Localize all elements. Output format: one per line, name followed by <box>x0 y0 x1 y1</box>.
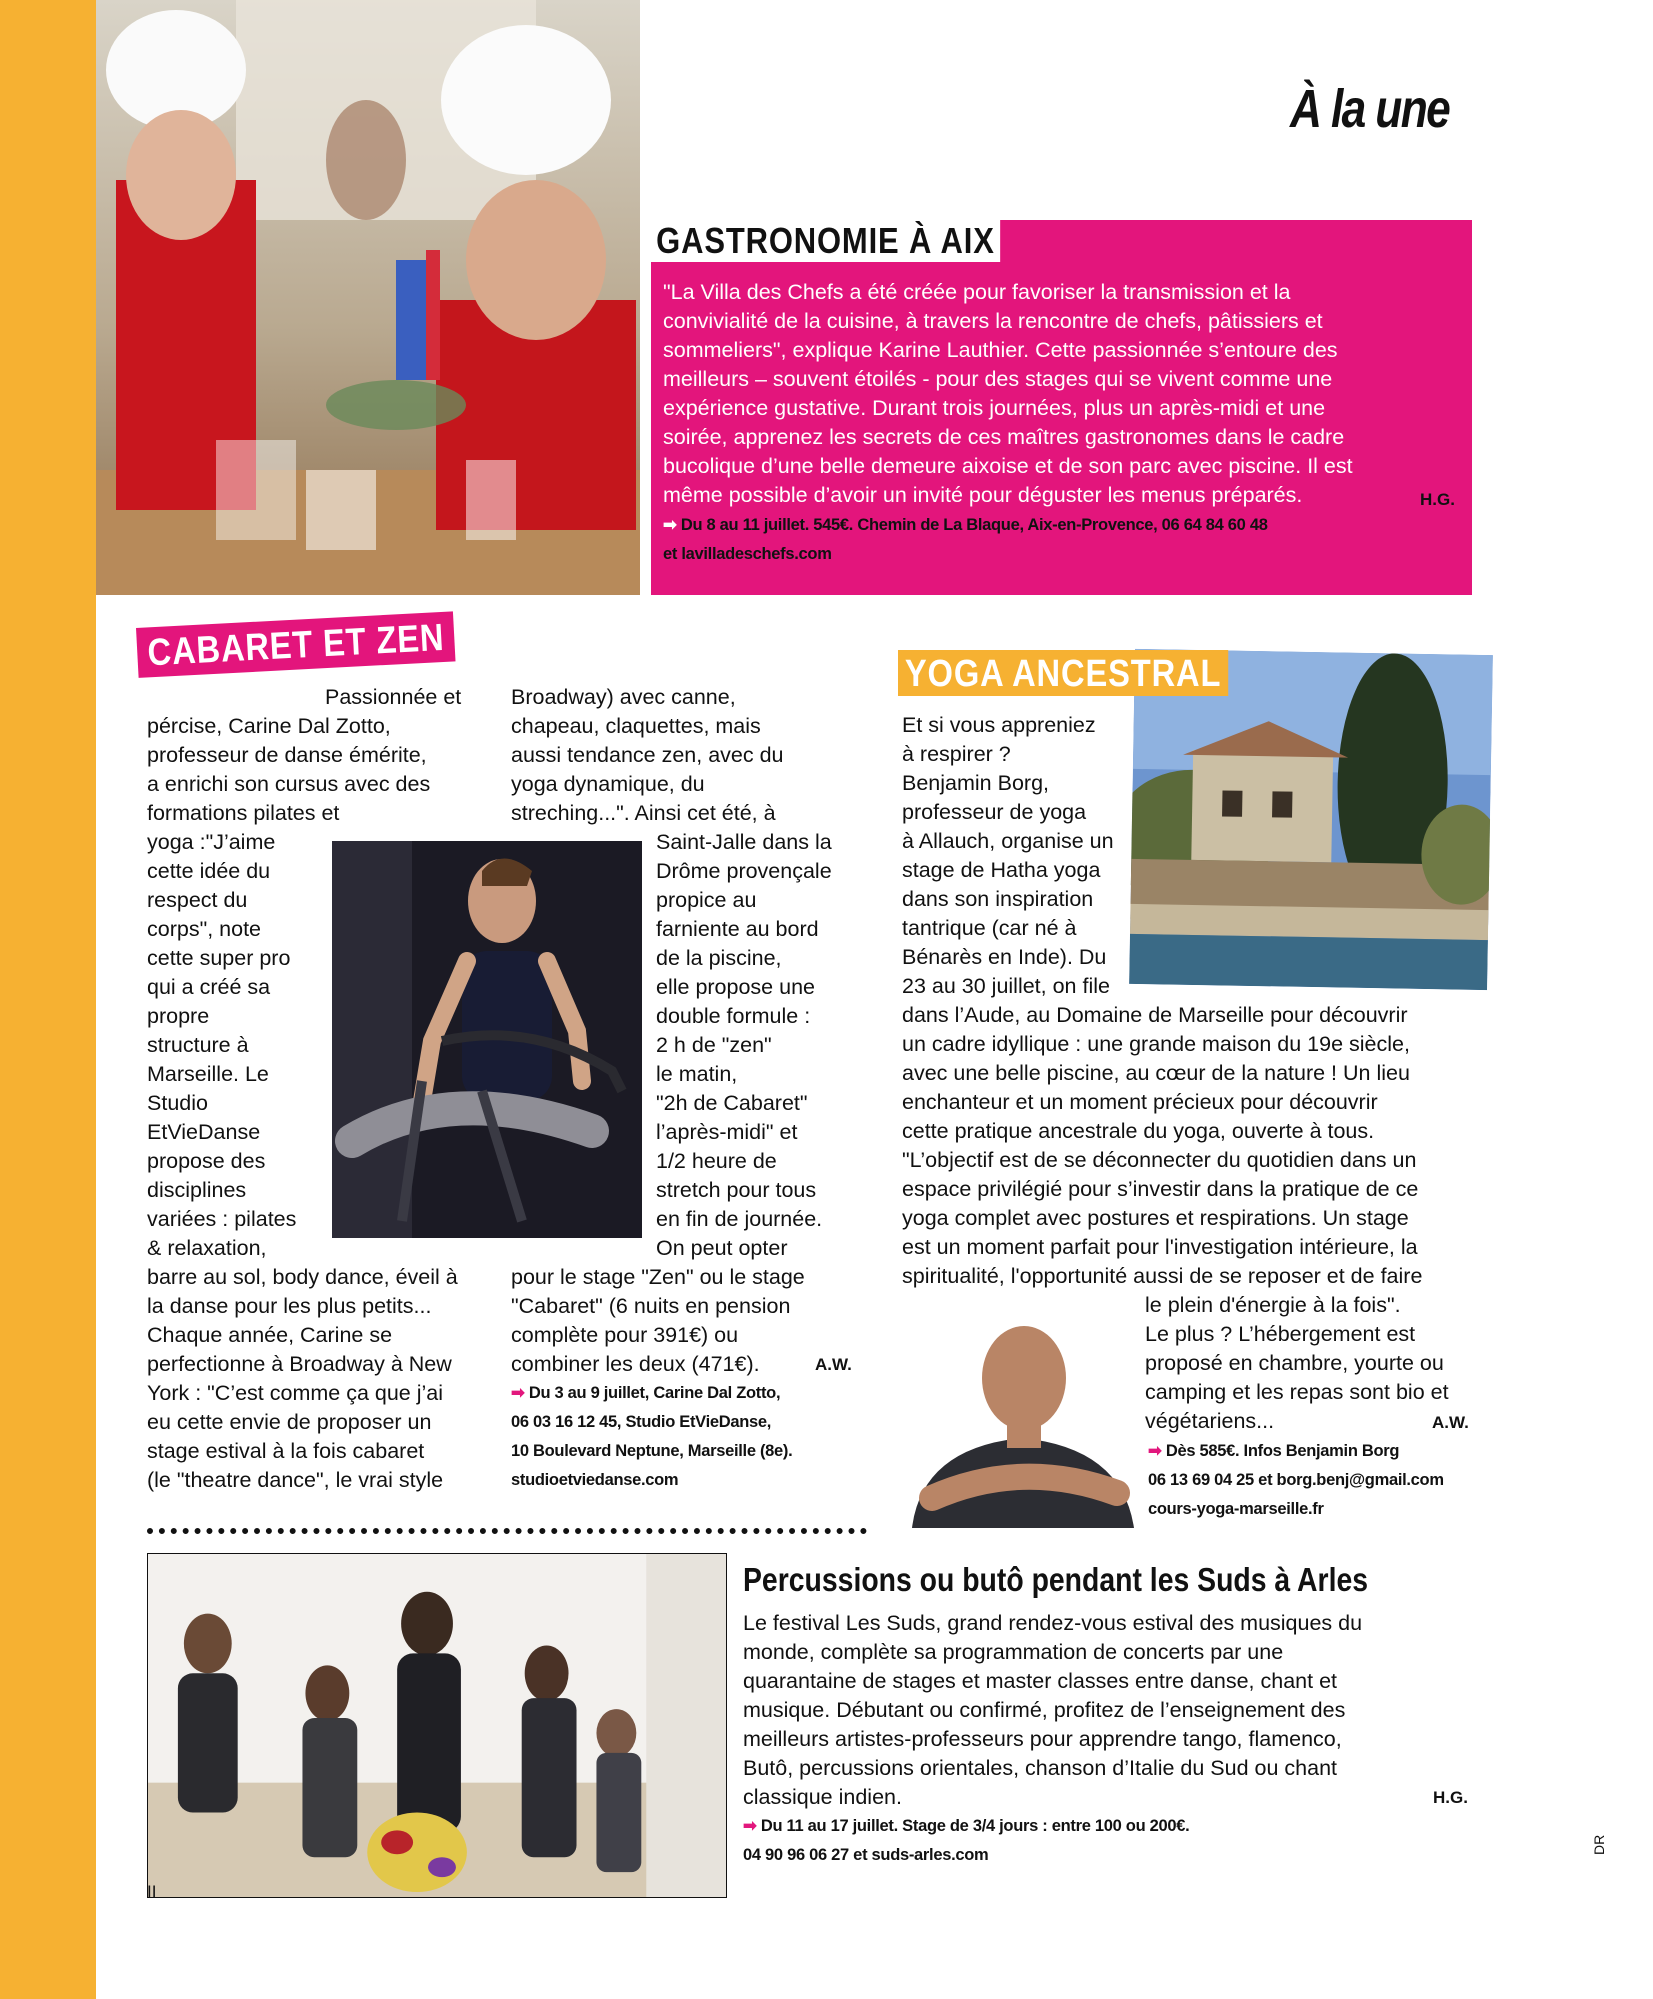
cabaret-line: cette idée du <box>147 859 271 883</box>
suds-line: Butô, percussions orientales, chanson d’Italie du Sud ou chant <box>743 1756 1338 1780</box>
cabaret-line: cette super pro <box>147 946 291 970</box>
cabaret-info-line: 10 Boulevard Neptune, Marseille (8e). <box>511 1442 793 1460</box>
yoga-line: à respirer ? <box>902 742 1011 766</box>
cabaret-line: Studio <box>147 1091 208 1115</box>
yoga-info-line: Dès 585€. Infos Benjamin Borg <box>1165 1442 1400 1460</box>
cabaret-line: EtVieDanse <box>147 1120 261 1144</box>
cabaret-line: combiner les deux (471€). <box>511 1352 760 1376</box>
cabaret-info-line: Du 3 au 9 juillet, Carine Dal Zotto, <box>528 1384 781 1402</box>
cabaret-line: la danse pour les plus petits... <box>147 1294 432 1318</box>
cabaret-line: respect du <box>147 888 248 912</box>
cabaret-line: Chaque année, Carine se <box>147 1323 393 1347</box>
suds-line: musique. Débutant ou confirmé, profitez de l’enseignement des <box>743 1698 1346 1722</box>
suds-text <box>743 1609 1463 1812</box>
suds-line: monde, complète sa programmation de concerts par une <box>743 1640 1284 1664</box>
yoga-line: spiritualité, l'opportunité aussi de se reposer et de faire <box>902 1264 1423 1288</box>
gastronomie-info-line: Du 8 au 11 juillet. 545€. Chemin de La Blaque, Aix-en-Provence, 06 64 84 60 48 <box>680 516 1268 534</box>
cabaret-column-2-mid <box>656 828 876 1263</box>
cabaret-line: "2h de Cabaret" <box>656 1091 808 1115</box>
cabaret-info <box>511 1379 792 1495</box>
cabaret-line: barre au sol, body dance, éveil à <box>147 1265 458 1289</box>
gastronomie-line: sommeliers", explique Karine Lauthier. Cette passionnée s’entoure des <box>663 338 1338 362</box>
cabaret-line: (le "theatre dance", le vrai style <box>147 1468 444 1492</box>
gastronomie-line: même possible d’avoir un invité pour déguster les menus préparés. <box>663 483 1303 507</box>
cabaret-line: double formule : <box>656 1004 811 1028</box>
cabaret-line: eu cette envie de proposer un <box>147 1410 432 1434</box>
cabaret-line: qui a créé sa <box>147 975 271 999</box>
yoga-line: Le plus ? L’hébergement est <box>1145 1322 1416 1346</box>
yoga-line: avec une belle piscine, au cœur de la nature ! Un lieu <box>902 1061 1410 1085</box>
cabaret-dancer-photo <box>332 841 642 1238</box>
cabaret-title: CABARET ET ZEN <box>136 611 456 678</box>
cabaret-line: streching...". Ainsi cet été, à <box>511 801 776 825</box>
suds-line: Le festival Les Suds, grand rendez-vous estival des musiques du <box>743 1611 1363 1635</box>
arrow-icon: ➡ <box>1148 1442 1162 1460</box>
gastronomie-text <box>663 278 1468 510</box>
yoga-line: dans l’Aude, au Domaine de Marseille pour découvrir <box>902 1003 1408 1027</box>
yoga-info-line: cours-yoga-marseille.fr <box>1148 1500 1324 1518</box>
cabaret-line: Marseille. Le <box>147 1062 269 1086</box>
gastronomie-line: "La Villa des Chefs a été créée pour favoriser la transmission et la <box>663 280 1291 304</box>
yoga-line: à Allauch, organise un <box>902 829 1114 853</box>
cabaret-column-2-top <box>511 683 871 828</box>
cabaret-line: aussi tendance zen, avec du <box>511 743 784 767</box>
gastronomie-info-line: et lavilladeschefs.com <box>663 545 832 563</box>
gastronomie-line: meilleurs – souvent étoilés - pour des stages qui se vivent comme une <box>663 367 1333 391</box>
gastronomie-line: soirée, apprenez les secrets de ces maîtres gastronomes dans le cadre <box>663 425 1345 449</box>
yoga-line: Et si vous appreniez <box>902 713 1096 737</box>
dotted-separator <box>147 1528 867 1534</box>
yoga-line: un cadre idyllique : une grande maison du 19e siècle, <box>902 1032 1410 1056</box>
suds-info-line: 04 90 96 06 27 et suds-arles.com <box>743 1846 989 1864</box>
cabaret-line: & relaxation, <box>147 1236 267 1260</box>
yoga-line: yoga complet avec postures et respirations. Un stage <box>902 1206 1409 1230</box>
cabaret-line: 2 h de "zen" <box>656 1033 772 1057</box>
cabaret-line: structure à <box>147 1033 249 1057</box>
cabaret-line: "Cabaret" (6 nuits en pension <box>511 1294 791 1318</box>
cabaret-line: stretch pour tous <box>656 1178 817 1202</box>
cabaret-line: chapeau, claquettes, mais <box>511 714 761 738</box>
cabaret-info-line: studioetviedanse.com <box>511 1471 679 1489</box>
cabaret-line: farniente au bord <box>656 917 819 941</box>
cabaret-line: professeur de danse émérite, <box>147 743 427 767</box>
suds-signature: H.G. <box>1433 1788 1468 1807</box>
cabaret-line: Passionnée et <box>325 685 462 709</box>
cabaret-signature: A.W. <box>815 1355 852 1374</box>
yoga-line: végétariens... <box>1145 1409 1275 1433</box>
yoga-line: Benjamin Borg, <box>902 771 1049 795</box>
left-accent-band <box>0 0 96 1999</box>
cabaret-line: Broadway) avec canne, <box>511 685 736 709</box>
yoga-info <box>1148 1437 1444 1524</box>
suds-dance-photo <box>147 1553 727 1898</box>
yoga-column-bottom <box>1145 1291 1475 1436</box>
yoga-line: 23 au 30 juillet, on file <box>902 974 1110 998</box>
cabaret-line: stage estival à la fois cabaret <box>147 1439 425 1463</box>
cabaret-line: a enrichi son cursus avec des <box>147 772 431 796</box>
yoga-house-photo <box>1129 649 1493 990</box>
yoga-info-line: 06 13 69 04 25 et borg.benj@gmail.com <box>1148 1471 1444 1489</box>
yoga-line: proposé en chambre, yourte ou <box>1145 1351 1444 1375</box>
cabaret-line: yoga :"J’aime <box>147 830 276 854</box>
suds-line: classique indien. <box>743 1785 902 1809</box>
yoga-teacher-portrait <box>902 1298 1142 1528</box>
photo-credit: DR <box>1591 1834 1607 1855</box>
yoga-line: Bénarès en Inde). Du <box>902 945 1107 969</box>
gastronomie-line: expérience gustative. Durant trois journées, plus un après-midi et une <box>663 396 1326 420</box>
yoga-line: tantrique (car né à <box>902 916 1077 940</box>
cabaret-line: en fin de journée. <box>656 1207 823 1231</box>
cabaret-line: pour le stage "Zen" ou le stage <box>511 1265 805 1289</box>
cabaret-line: formations pilates et <box>147 801 340 825</box>
suds-line: meilleurs artistes-professeurs pour apprendre tango, flamenco, <box>743 1727 1342 1751</box>
cabaret-line: yoga dynamique, du <box>511 772 705 796</box>
cooking-class-photo <box>96 0 640 595</box>
suds-info-line: Du 11 au 17 juillet. Stage de 3/4 jours : entre 100 ou 200€. <box>760 1817 1190 1835</box>
cabaret-line: le matin, <box>656 1062 738 1086</box>
yoga-signature: A.W. <box>1432 1413 1469 1432</box>
yoga-line: enchanteur et un moment précieux pour découvrir <box>902 1090 1378 1114</box>
cabaret-line: de la piscine, <box>656 946 782 970</box>
cabaret-line: Drôme provençale <box>656 859 832 883</box>
suds-info <box>743 1812 1189 1870</box>
cabaret-line: York : "C’est comme ça que j’ai <box>147 1381 444 1405</box>
yoga-column-mid <box>902 1001 1462 1291</box>
cabaret-line: propre <box>147 1004 210 1028</box>
cabaret-line: disciplines <box>147 1178 247 1202</box>
yoga-line: stage de Hatha yoga <box>902 858 1101 882</box>
cabaret-line: elle propose une <box>656 975 815 999</box>
gastronomie-info <box>663 511 1268 569</box>
cabaret-line: perfectionne à Broadway à New <box>147 1352 452 1376</box>
arrow-icon: ➡ <box>743 1817 757 1835</box>
yoga-line: camping et les repas sont bio et <box>1145 1380 1449 1404</box>
gastronomie-line: convivialité de la cuisine, à travers la rencontre de chefs, pâtissiers et <box>663 309 1323 333</box>
yoga-line: est un moment parfait pour l'investigation intérieure, la <box>902 1235 1418 1259</box>
suds-line: quarantaine de stages et master classes entre danse, chant et <box>743 1669 1338 1693</box>
yoga-title: YOGA ANCESTRAL <box>898 650 1228 696</box>
cabaret-line: 1/2 heure de <box>656 1149 777 1173</box>
gastronomie-title: GASTRONOMIE À AIX <box>651 218 1000 262</box>
gastronomie-line: bucolique d’une belle demeure aixoise et de son parc avec piscine. Il est <box>663 454 1353 478</box>
yoga-line: espace privilégié pour s’investir dans la pratique de ce <box>902 1177 1419 1201</box>
yoga-line: dans son inspiration <box>902 887 1094 911</box>
cabaret-info-line: 06 03 16 12 45, Studio EtVieDanse, <box>511 1413 772 1431</box>
cabaret-line: corps", note <box>147 917 261 941</box>
yoga-line: le plein d'énergie à la fois". <box>1145 1293 1401 1317</box>
yoga-column-top <box>902 711 1142 1001</box>
cabaret-line: propose des <box>147 1149 266 1173</box>
yoga-line: cette pratique ancestrale du yoga, ouverte à tous. <box>902 1119 1375 1143</box>
cabaret-line: On peut opter <box>656 1236 788 1260</box>
page-title: À la une <box>1290 79 1450 139</box>
cabaret-line: variées : pilates <box>147 1207 297 1231</box>
cabaret-line: propice au <box>656 888 757 912</box>
arrow-icon: ➡ <box>663 516 677 534</box>
cabaret-line: complète pour 391€) ou <box>511 1323 739 1347</box>
yoga-line: professeur de yoga <box>902 800 1087 824</box>
suds-title: Percussions ou butô pendant les Suds à Arles <box>743 1561 1369 1598</box>
arrow-icon: ➡ <box>511 1384 525 1402</box>
cabaret-line: l’après-midi" et <box>656 1120 798 1144</box>
gastronomie-signature: H.G. <box>1420 490 1455 509</box>
yoga-line: "L’objectif est de se déconnecter du quotidien dans un <box>902 1148 1417 1172</box>
cabaret-line: pércise, Carine Dal Zotto, <box>147 714 391 738</box>
cabaret-line: Saint-Jalle dans la <box>656 830 832 854</box>
page-number: II <box>147 1882 157 1901</box>
